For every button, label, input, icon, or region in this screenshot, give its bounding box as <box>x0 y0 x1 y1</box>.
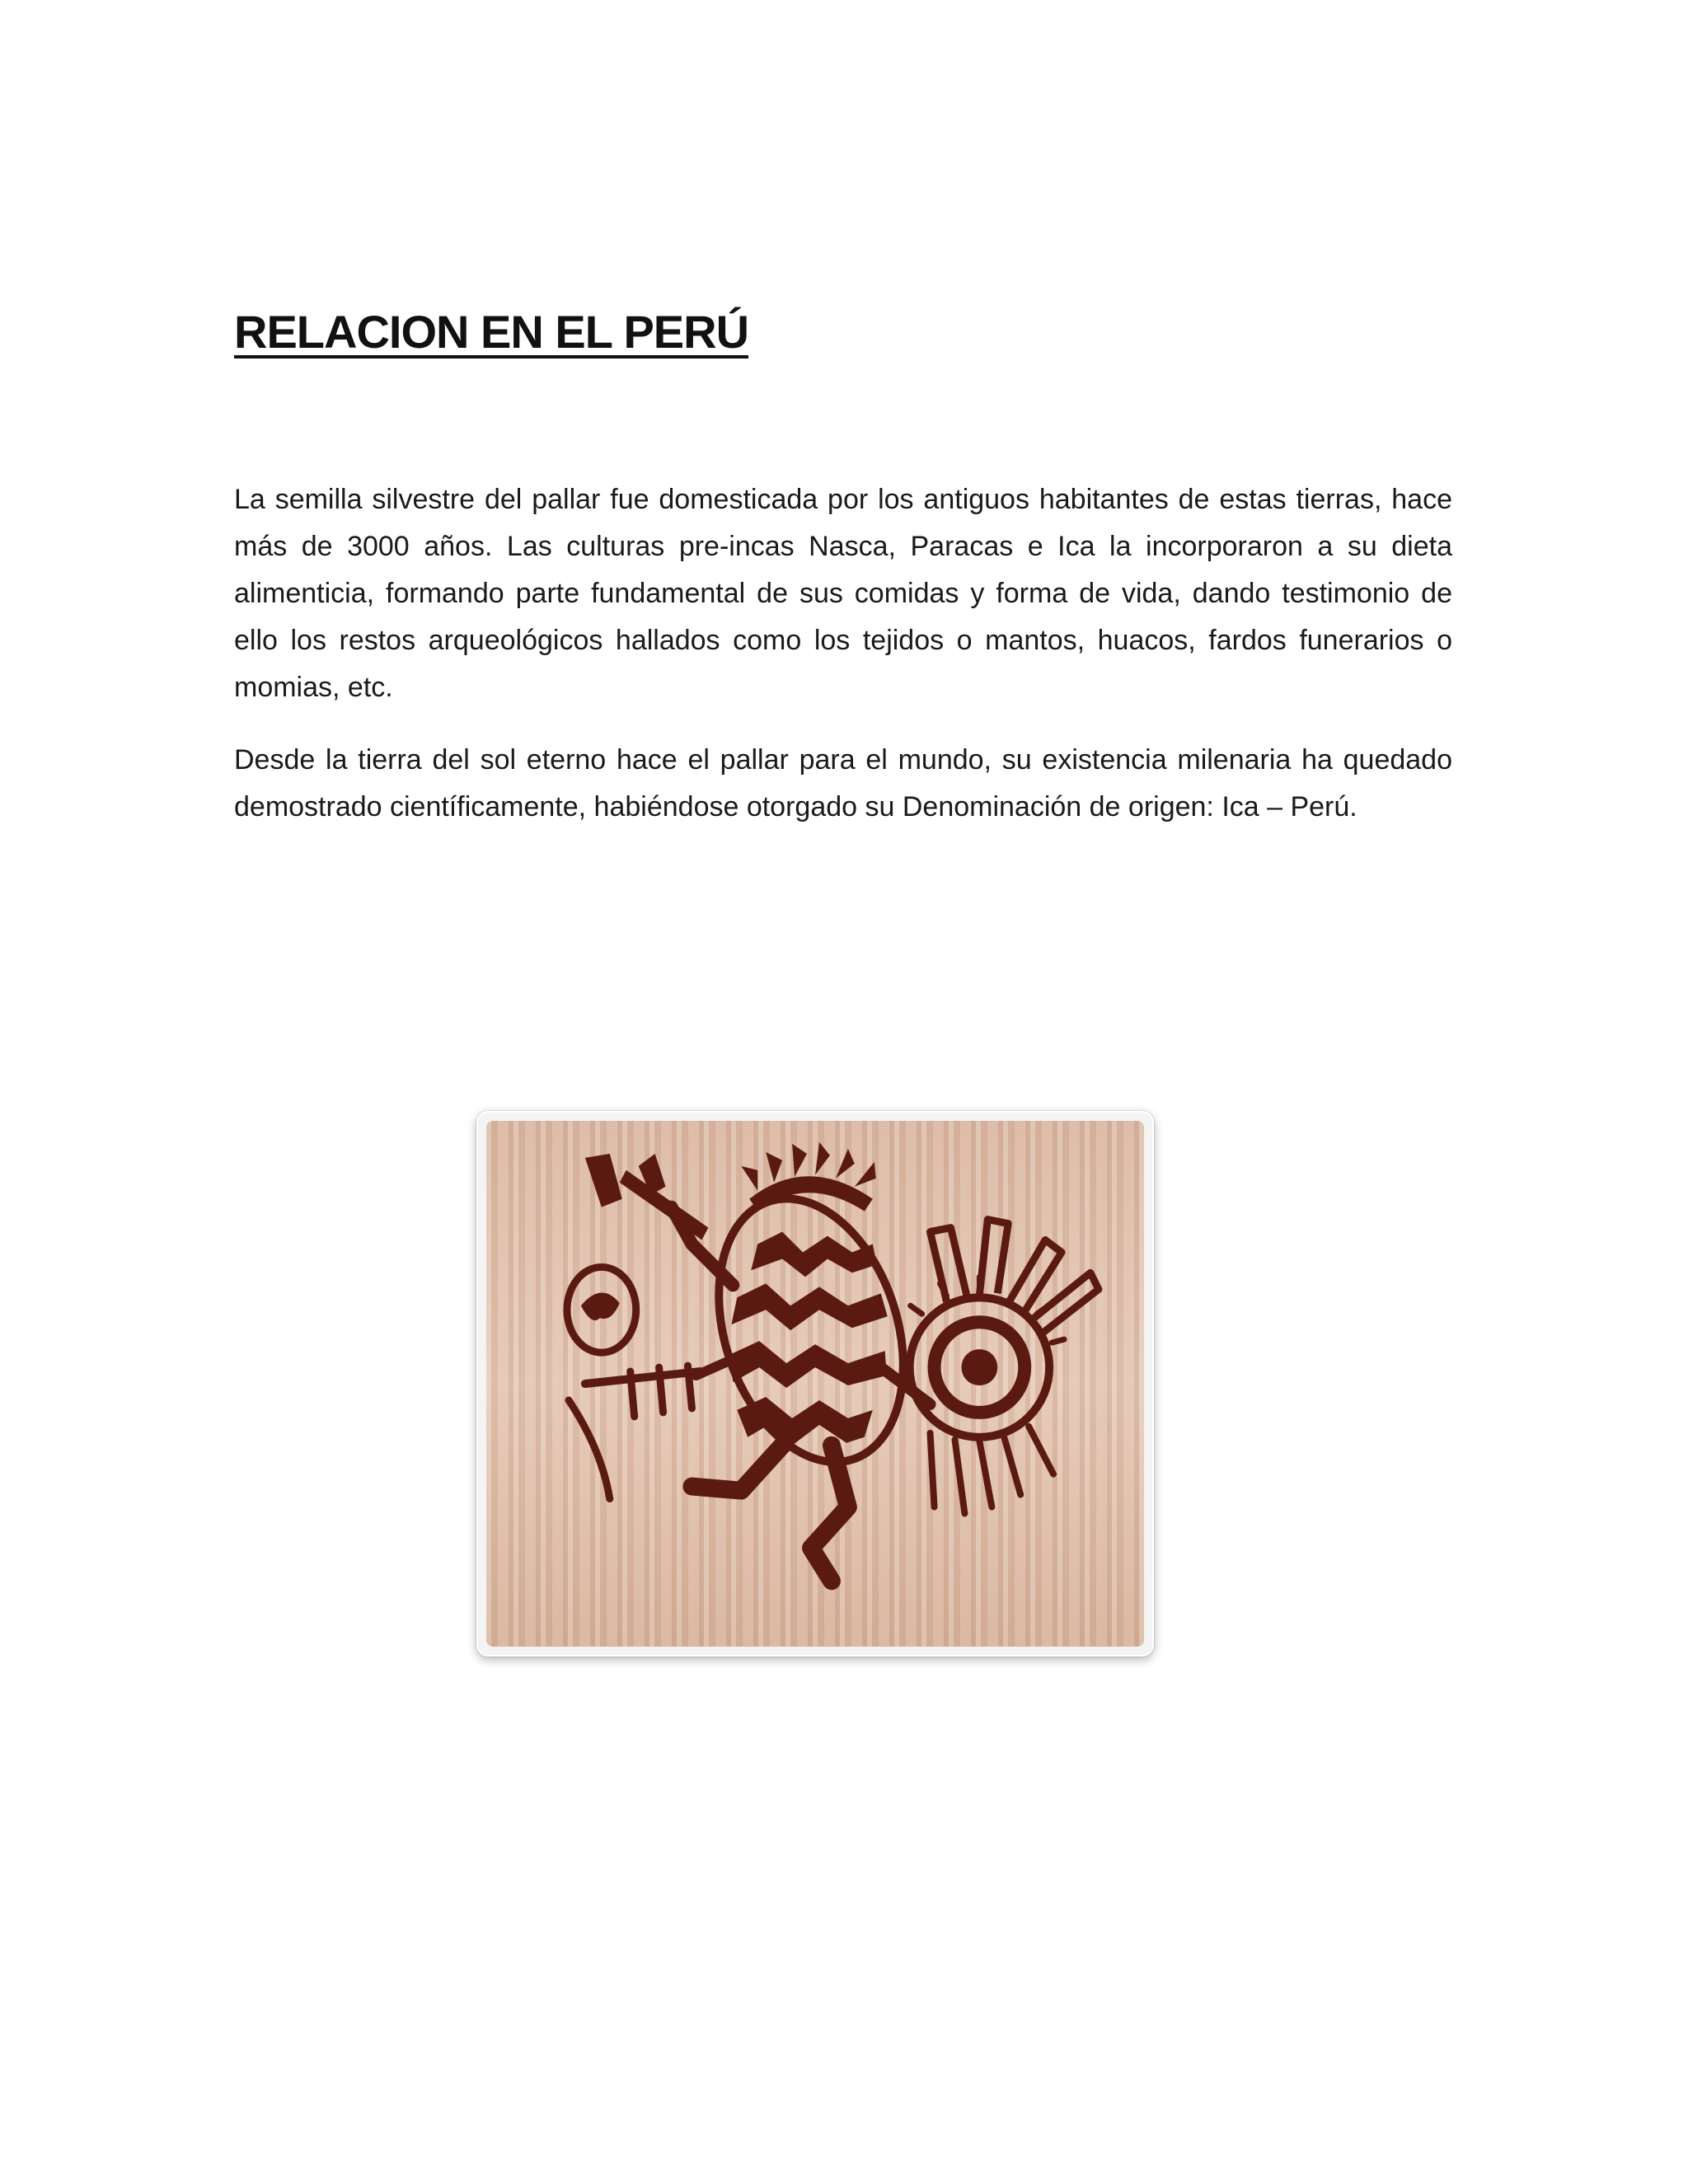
small-bean-icon <box>567 1267 636 1352</box>
page-title: RELACION EN EL PERÚ <box>234 306 749 358</box>
figure-frame <box>476 1111 1154 1657</box>
legs-icon <box>692 1446 847 1581</box>
trident-icon <box>569 1359 733 1498</box>
paragraph-1: La semilla silvestre del pallar fue domesticada por los antiguos habitantes de estas tierras, hace más de 3000 años. Las culturas pre-incas Nasca, Paracas e Ica la incorporaron a su dieta alimenticia, formando parte fundamental de sus comidas y forma de vida, dando testimonio de ello los restos arqueológicos hallados como los tejidos o mantos, huacos, fardos funerarios o momias, etc. <box>234 484 1452 703</box>
bean-body-icon <box>687 1174 935 1486</box>
paragraph-2: Desde la tierra del sol eterno hace el pallar para el mundo, su existencia milenaria ha quedado demostrado científicamente, habiéndose otorgado su Denominación de origen: Ica – Perú. <box>234 744 1452 823</box>
nasca-pallar-figure-svg <box>486 1121 1144 1647</box>
shield-icon <box>910 1277 1064 1436</box>
feathers-icon <box>931 1220 1099 1337</box>
pallar-warrior-illustration <box>486 1121 1144 1647</box>
